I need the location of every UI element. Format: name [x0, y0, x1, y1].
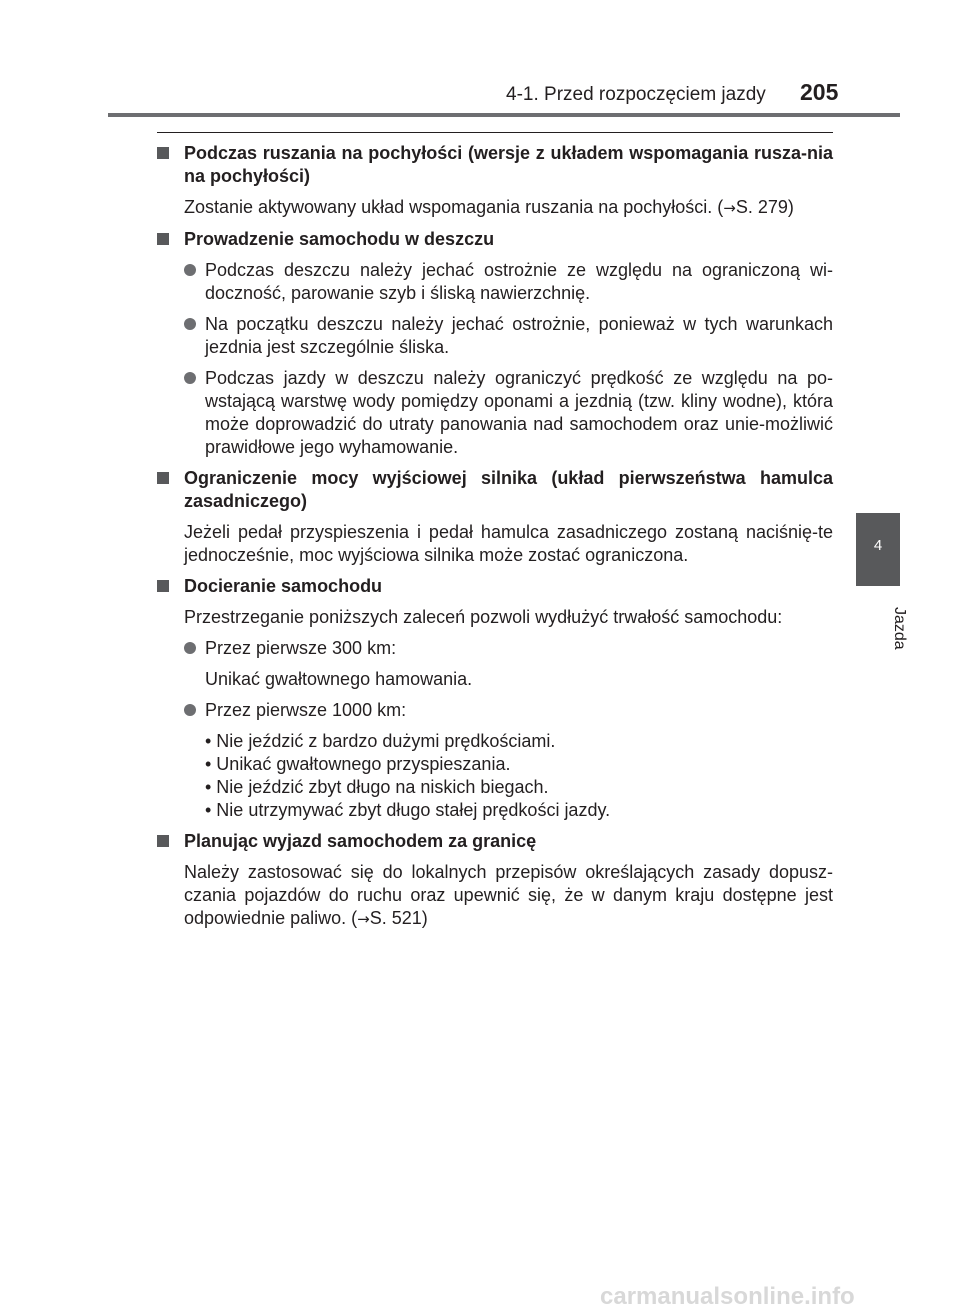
circle-bullet-icon — [184, 318, 196, 330]
section-break-in — [157, 575, 833, 822]
page-content — [157, 132, 833, 939]
list-item — [184, 699, 833, 722]
list-item — [184, 637, 833, 660]
section-engine-output-limit — [157, 467, 833, 567]
chapter-tab-number: 4 — [873, 537, 883, 554]
square-bullet-icon — [157, 472, 169, 484]
sub-list-item: • Nie jeździć zbyt długo na niskich biegach. — [205, 777, 549, 797]
section-hill-start — [157, 142, 833, 220]
sub-list-item: • Unikać gwałtownego przyspieszania. — [205, 754, 511, 774]
arrow-right-icon: → — [357, 910, 370, 928]
section-heading — [157, 228, 833, 251]
section-heading — [157, 142, 833, 188]
list-item-text: Na początku deszczu należy jechać ostrożnie, ponieważ w tych warunkach jezdnia jest szczególnie śliska. — [205, 314, 833, 357]
page-number: 205 — [800, 79, 839, 105]
section-heading-text: Podczas ruszania na pochyłości (wersje z układem wspomagania rusza-nia na pochyłości) — [184, 143, 833, 186]
square-bullet-icon — [157, 580, 169, 592]
chapter-tab — [856, 513, 900, 586]
watermark: carmanualsonline.info — [600, 1283, 855, 1310]
chapter-tab-label: Jazda — [891, 606, 908, 650]
header-rule — [108, 113, 900, 117]
circle-bullet-icon — [184, 642, 196, 654]
section-paragraph: Zostanie aktywowany układ wspomagania ruszania na pochyłości. (→S. 279) — [184, 197, 794, 217]
sub-list-item: • Nie utrzymywać zbyt długo stałej prędkości jazdy. — [205, 800, 611, 820]
circle-bullet-icon — [184, 704, 196, 716]
list-item-text: Przez pierwsze 300 km: — [205, 638, 397, 658]
section-heading-text: Ograniczenie mocy wyjściowej silnika (układ pierwszeństwa hamulca zasadniczego) — [184, 468, 833, 511]
list-item-text: Przez pierwsze 1000 km: — [205, 700, 407, 720]
section-heading-text: Planując wyjazd samochodem za granicę — [184, 831, 537, 851]
square-bullet-icon — [157, 147, 169, 159]
section-heading-text: Prowadzenie samochodu w deszczu — [184, 229, 495, 249]
section-heading — [157, 575, 833, 598]
list-item-text: Podczas deszczu należy jechać ostrożnie ze względu na ograniczoną wi-doczność, parowanie szyb i śliską nawierzchnię. — [205, 260, 833, 303]
section-title: 4-1. Przed rozpoczęciem jazdy — [506, 84, 766, 105]
page-header — [0, 0, 960, 120]
list-item-detail: Unikać gwałtownego hamowania. — [205, 669, 473, 689]
square-bullet-icon — [157, 835, 169, 847]
section-paragraph: Należy zastosować się do lokalnych przepisów określających zasady dopusz-czania pojazdów do ruchu oraz upewnić się, że w danym kraju dostępne jest odpowiednie paliwo. (→S. 521) — [184, 862, 833, 928]
sub-list-item: • Nie jeździć z bardzo dużymi prędkościami. — [205, 731, 556, 751]
section-paragraph: Przestrzeganie poniższych zaleceń pozwoli wydłużyć trwałość samochodu: — [184, 607, 783, 627]
circle-bullet-icon — [184, 264, 196, 276]
section-heading — [157, 830, 833, 853]
circle-bullet-icon — [184, 372, 196, 384]
section-rain-driving — [157, 228, 833, 459]
arrow-right-icon: → — [723, 199, 736, 217]
section-driving-abroad — [157, 830, 833, 931]
list-item — [184, 259, 833, 305]
list-item — [184, 367, 833, 459]
sub-list — [205, 730, 833, 822]
square-bullet-icon — [157, 233, 169, 245]
section-heading-text: Docieranie samochodu — [184, 576, 383, 596]
list-item — [184, 313, 833, 359]
section-heading — [157, 467, 833, 513]
list-item-text: Podczas jazdy w deszczu należy ograniczyć prędkość ze względu na po-wstającą warstwę wody pomiędzy oponami a jezdnią (tzw. kliny wodne), która może doprowadzić do utraty panowania nad samochodem oraz unie-możliwić prawidłowe jego wyhamowanie. — [205, 368, 833, 457]
section-paragraph: Jeżeli pedał przyspieszenia i pedał hamulca zasadniczego zostaną naciśnię-te jednocześnie, moc wyjściowa silnika może zostać ograniczona. — [184, 522, 833, 565]
